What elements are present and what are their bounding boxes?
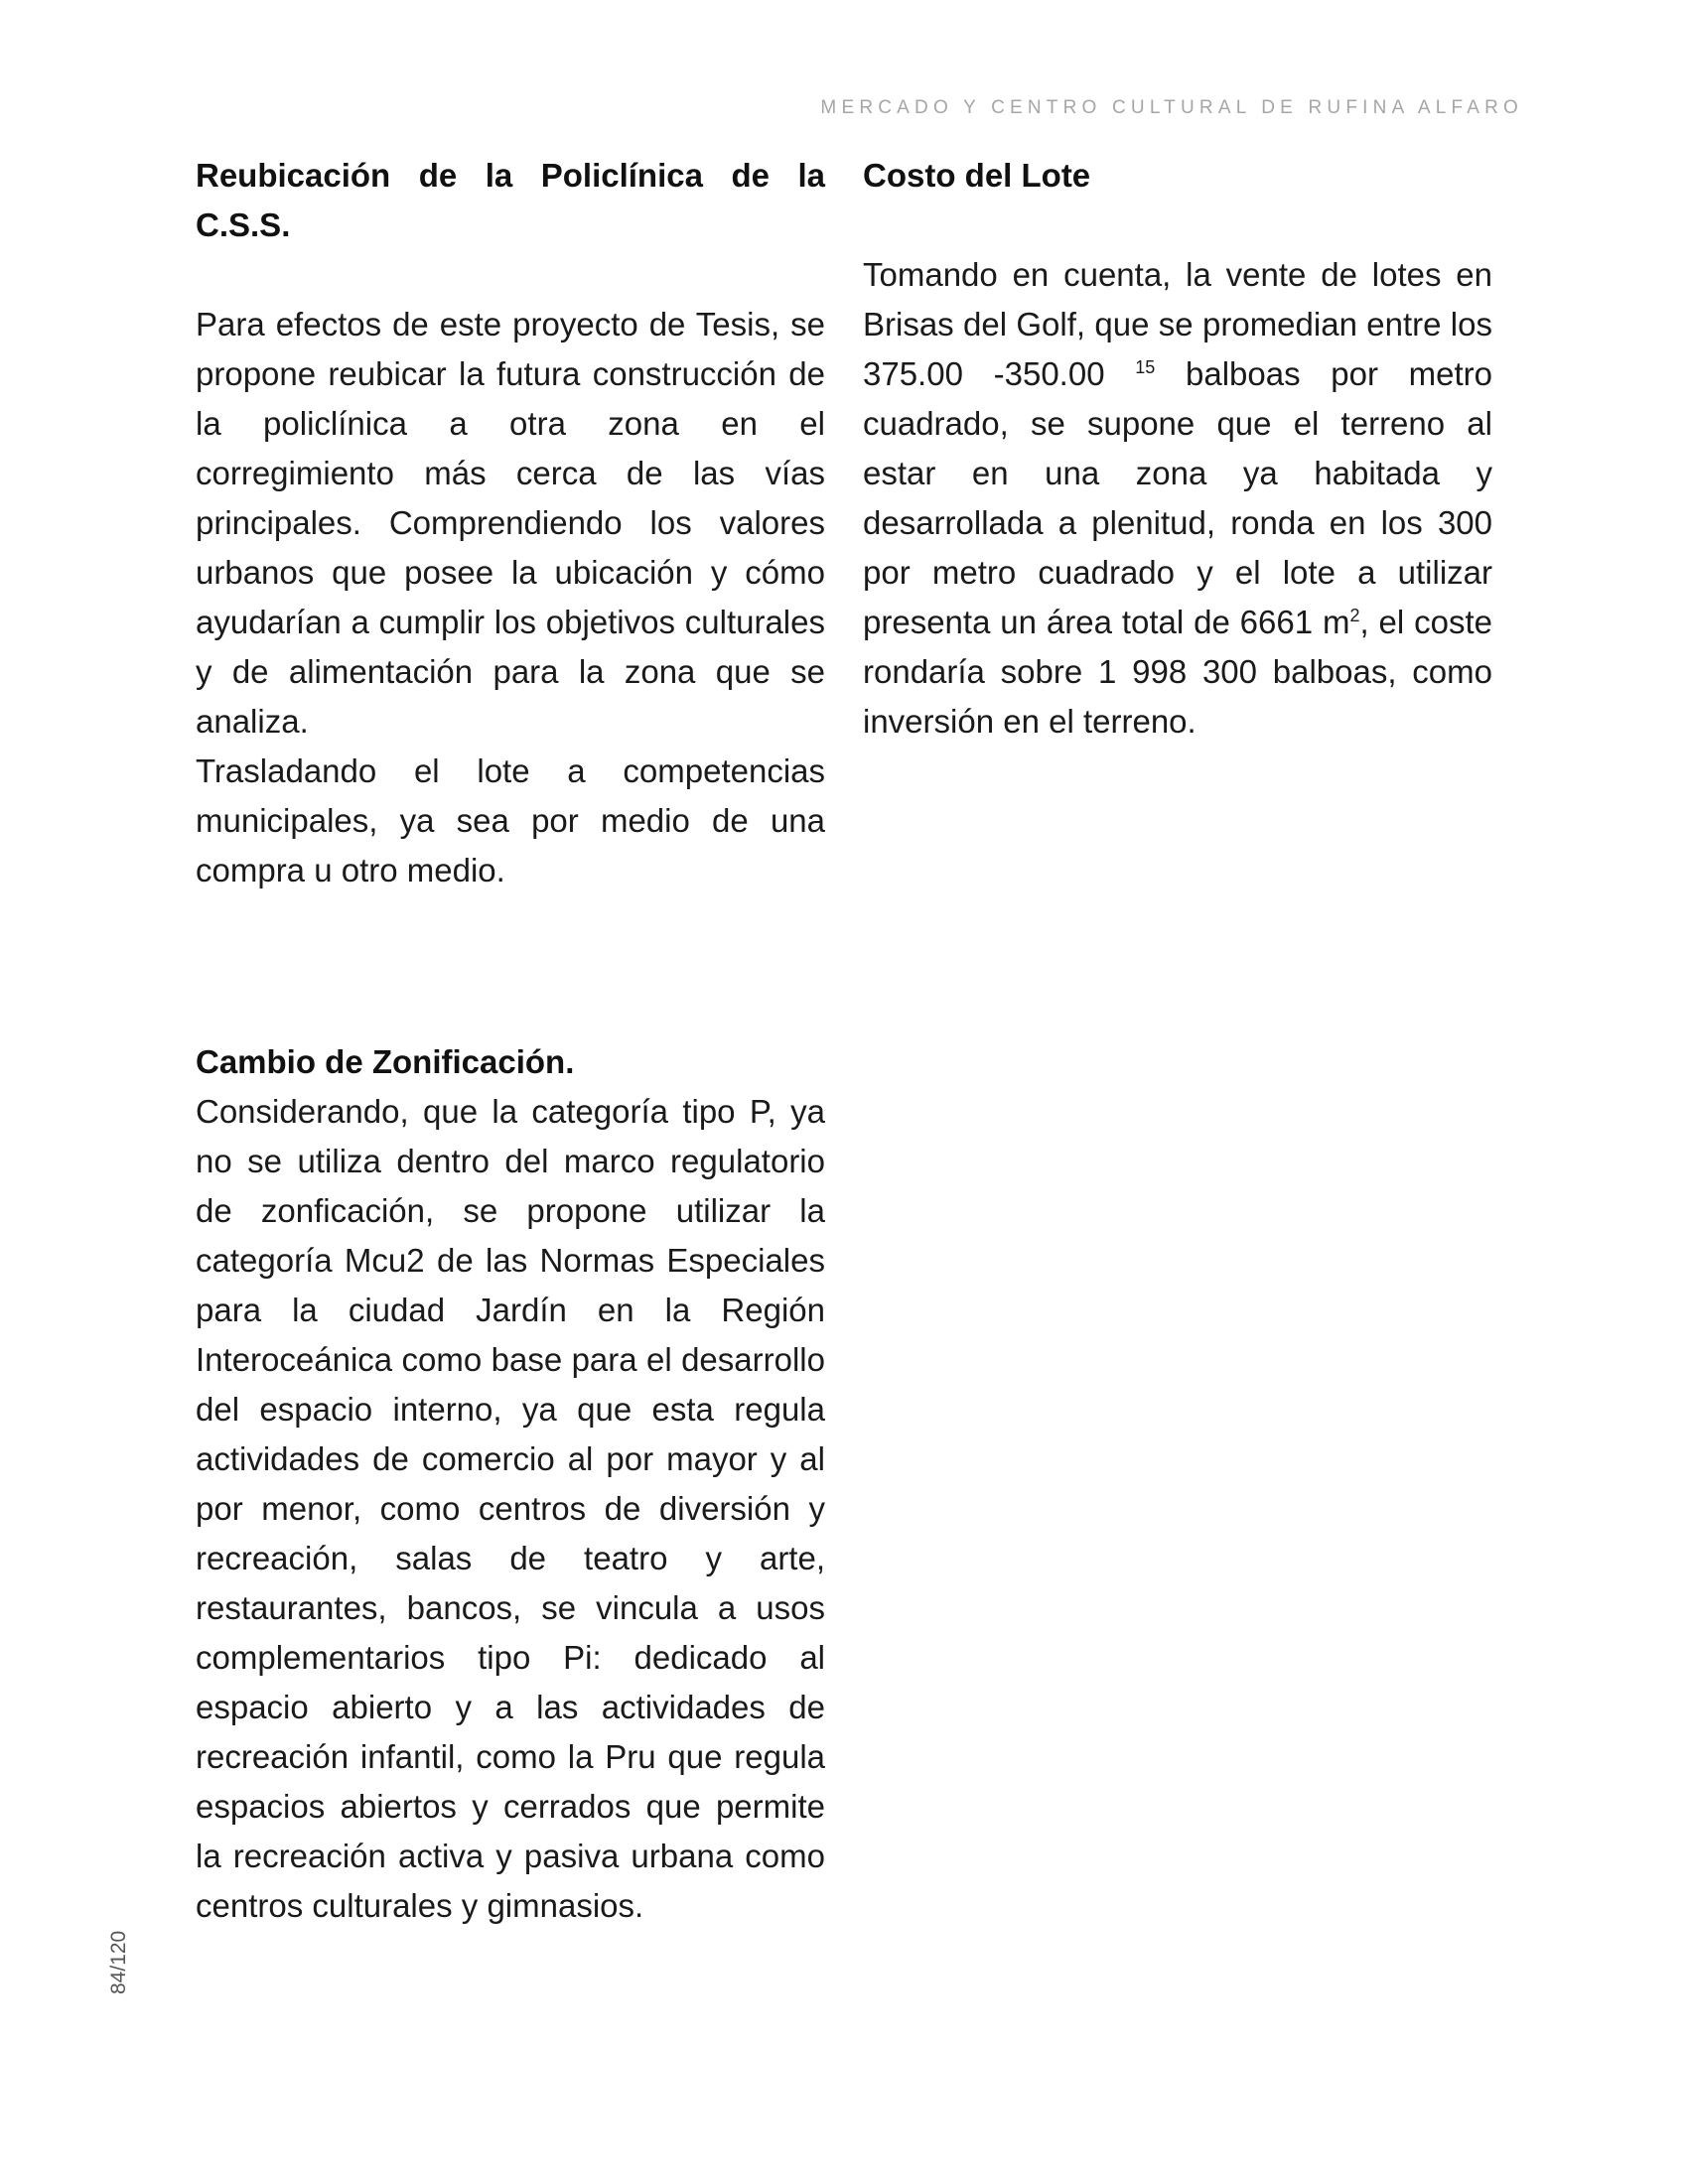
- section-heading: Cambio de Zonificación.: [196, 1043, 575, 1080]
- running-header: MERCADO Y CENTRO CULTURAL DE RUFINA ALFARO: [820, 97, 1523, 118]
- paragraph-text: , el coste rondaría sobre 1 998 300 balboas, como inversión en el terreno.: [863, 604, 1492, 740]
- spacer: [196, 250, 825, 300]
- body-paragraph: Trasladando el lote a competencias municipales, ya sea por medio de una compra u otro medio.: [196, 752, 825, 888]
- body-paragraph: Considerando, que la categoría tipo P, ya no se utiliza dentro del marco regulatorio de zonficación, se propone utilizar la categoría Mcu2 de las Normas Especiales para la ciudad Jardín en la Región Interoceánica como base para el desarrollo del espacio interno, ya que esta regula actividades de comercio al por mayor y al por menor, como centros de diversión y recreación, salas de teatro y arte, restaurantes, bancos, se vincula a usos complementarios tipo Pi: dedicado al espacio abierto y a las actividades de recreación infantil, como la Pru que regula espacios abiertos y cerrados que permite la recreación activa y pasiva urbana como centros culturales y gimnasios.: [196, 1093, 825, 1924]
- section-heading: Reubicación de la Policlínica de la C.S.S.: [196, 157, 825, 243]
- spacer: [863, 201, 1492, 250]
- paragraph-text: Tomando en cuenta, la vente de lotes en Brisas del Golf, que se promedian entre los 375.00 -350.00: [863, 256, 1492, 392]
- page-number: 84/120: [107, 1930, 130, 1994]
- footnote-reference: 15: [1135, 357, 1156, 377]
- unit-superscript: 2: [1349, 606, 1360, 625]
- section-heading: Costo del Lote: [863, 157, 1091, 194]
- paragraph-text: balboas por metro cuadrado, se supone que el terreno al estar en una zona ya habitada y desarrollada a plenitud, ronda en los 300 por metro cuadrado y el lote a utilizar presenta un área total de 6661 m: [863, 355, 1493, 640]
- section-costo-lote: [863, 151, 1492, 747]
- body-paragraph: Para efectos de este proyecto de Tesis, se propone reubicar la futura construcción de la policlínica a otra zona en el corregimiento más cerca de las vías principales. Comprendiendo los valores urbanos que posee la ubicación y cómo ayudarían a cumplir los objetivos culturales y de alimentación para la zona que se analiza.: [196, 306, 825, 740]
- section-reubicacion: [196, 151, 825, 895]
- section-zonificacion: [196, 1037, 825, 1931]
- body-paragraph: [863, 250, 1492, 747]
